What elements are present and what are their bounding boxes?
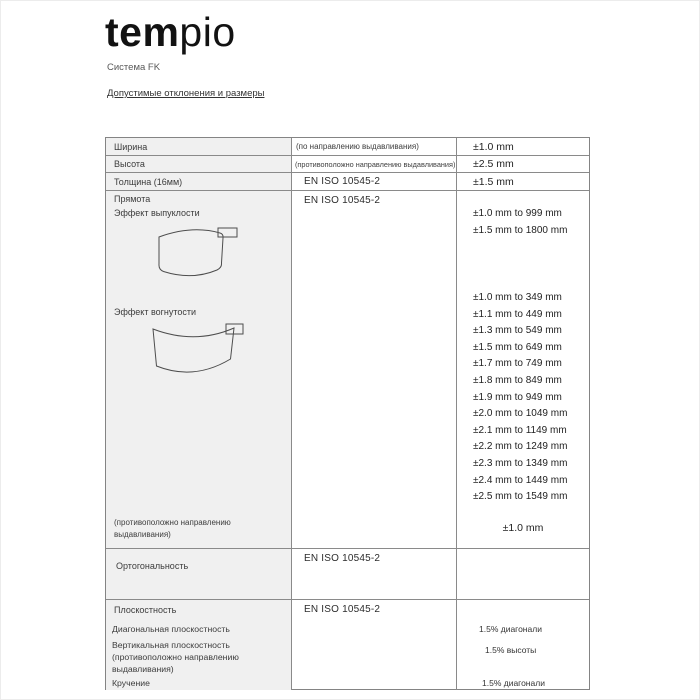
range-value: ±2.1 mm to 1149 mm	[473, 424, 567, 436]
range-value: ±1.3 mm to 549 mm	[473, 325, 562, 337]
flatness-values-cell	[457, 600, 589, 690]
straightness-footnote-value: ±1.0 mm	[502, 522, 544, 534]
flatness-standard: EN ISO 10545-2	[304, 604, 381, 615]
height-label-cell: Высота	[106, 156, 292, 173]
straightness-label: Прямота	[114, 194, 151, 204]
range-value: ±2.0 mm to 1049 mm	[473, 408, 568, 420]
logo-bold-part: tem	[105, 9, 180, 55]
tolerances-table	[105, 137, 590, 690]
thickness-label-cell: Толщина (16мм)	[106, 173, 292, 191]
width-note-cell: (по направлению выдавливания)	[292, 138, 457, 156]
straightness-standard: EN ISO 10545-2	[304, 195, 381, 206]
vertical-flatness-label: Вертикальная плоскостность	[112, 640, 230, 650]
orthogonality-value-cell	[457, 549, 589, 600]
convex-effect-label: Эффект выпуклости	[114, 208, 200, 218]
width-label-cell: Ширина	[106, 138, 292, 156]
concave-effect-label: Эффект вогнутости	[114, 307, 197, 317]
range-value: ±2.4 mm to 1449 mm	[473, 474, 568, 486]
straightness-label-cell	[106, 191, 292, 549]
range-value: ±1.9 mm to 949 mm	[473, 391, 562, 403]
flatness-label-cell	[106, 600, 292, 690]
straightness-top-values	[473, 205, 567, 239]
range-value: ±2.3 mm to 1349 mm	[473, 457, 568, 469]
range-value: ±2.5 mm to 1549 mm	[473, 491, 568, 503]
orthogonality-standard-cell	[292, 549, 457, 600]
vertical-flatness-value: 1.5% высоты	[485, 645, 537, 655]
height-value-cell: ±2.5 mm	[457, 156, 589, 173]
thickness-value-cell: ±1.5 mm	[457, 173, 589, 191]
torsion-label: Кручение	[112, 678, 150, 688]
logo-light-part: pio	[179, 9, 236, 55]
range-value: ±1.1 mm to 449 mm	[473, 308, 562, 320]
tolerances-link[interactable]: Допустимые отклонения и размеры	[107, 88, 265, 99]
range-value: ±1.7 mm to 749 mm	[473, 358, 562, 370]
top-value: ±1.0 mm to 999 mm	[473, 208, 562, 219]
width-value-cell: ±1.0 mm	[457, 138, 589, 156]
orthogonality-label-cell	[106, 549, 292, 600]
orthogonality-label: Ортогональность	[116, 561, 189, 571]
diagonal-flatness-label: Диагональная плоскостность	[112, 624, 230, 634]
straightness-range-values	[473, 290, 567, 506]
tempio-logo	[105, 8, 236, 56]
straightness-footnote: (противоположно направлению выдавливания)	[114, 518, 231, 539]
vertical-flatness-note: (противоположно направлению выдавливания)	[112, 652, 239, 674]
straightness-values-cell	[457, 191, 589, 549]
flatness-label: Плоскостность	[114, 605, 177, 615]
range-value: ±1.0 mm to 349 mm	[473, 292, 562, 303]
flatness-standard-cell	[292, 600, 457, 690]
range-value: ±1.8 mm to 849 mm	[473, 374, 562, 386]
top-value: ±1.5 mm to 1800 mm	[473, 225, 568, 236]
straightness-standard-cell	[292, 191, 457, 549]
range-value: ±1.5 mm to 649 mm	[473, 341, 562, 353]
height-note-cell: (противоположно направлению выдавливания)	[292, 156, 457, 173]
thickness-standard-cell: EN ISO 10545-2	[292, 173, 457, 191]
diagonal-flatness-value: 1.5% диагонали	[479, 624, 542, 634]
concave-effect-diagram	[148, 320, 246, 380]
range-value: ±2.2 mm to 1249 mm	[473, 441, 568, 453]
system-label: Система FK	[107, 62, 161, 73]
torsion-value: 1.5% диагонали	[482, 678, 545, 688]
convex-effect-diagram	[152, 223, 244, 283]
orthogonality-standard: EN ISO 10545-2	[304, 553, 381, 564]
